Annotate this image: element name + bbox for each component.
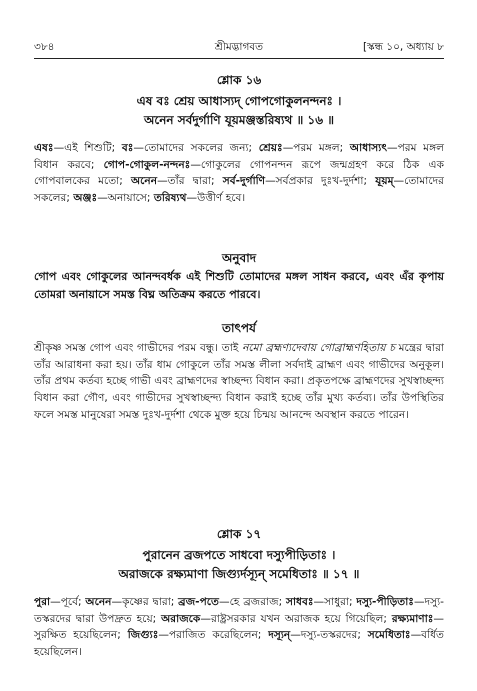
synonym-word: দস্যু-পীড়িতাঃ <box>356 596 414 608</box>
synonym-meaning: —হে ব্রজরাজ; <box>218 596 286 608</box>
purport-text-1: শ্রীকৃষ্ণ সমস্ত গোপ এবং গাভীদের পরম বন্ধু। তাই <box>34 342 243 354</box>
synonym-meaning: —তাঁর দ্বারা; <box>157 175 223 188</box>
synonym-meaning: —পূর্বে; <box>50 596 86 608</box>
synonym-word: অনেন <box>131 175 158 188</box>
verse16-heading: শ্লোক ১৬ <box>216 73 262 87</box>
synonym-meaning: —সর্বপ্রকার দুঃখ-দুর্দশা; <box>265 175 376 188</box>
book-title: শ্রীমদ্ভাগবত <box>214 41 264 53</box>
synonym-word: তরিষ্যথ <box>153 192 187 205</box>
synonym-meaning: —সাধুরা; <box>313 596 357 608</box>
purport-mantra: নমো ব্রহ্মণ্যদেবায় গোব্রাহ্মণহিতায় চ <box>242 342 395 354</box>
verse17-line1: পুরানেন ব্রজপতে সাধবো দস্যুপীড়িতাঃ । <box>142 548 336 562</box>
page-header <box>34 40 444 56</box>
synonym-meaning: —তোমাদের সকলের; <box>34 175 444 205</box>
synonym-meaning: —পরাজিত করেছিলেন; <box>158 629 269 642</box>
synonym-meaning: —পরম মঙ্গল; <box>282 142 350 154</box>
synonym-word: যূয়ম্ <box>375 175 394 188</box>
synonym-word: অনেন <box>85 596 112 608</box>
synonym-meaning: —গোকুলের গোপনন্দন রূপে জন্মগ্রহণ করে ঠিক এক গোপবালকের মতো; <box>34 158 444 188</box>
verse17-synonyms <box>34 594 444 661</box>
synonym-word: সমেধিতাঃ <box>367 629 411 642</box>
synonym-word: সর্ব-দুর্গাণি <box>222 175 266 188</box>
synonym-meaning: —উত্তীর্ণ হবে। <box>186 192 246 205</box>
purport-text-2: মন্ত্রের দ্বারা তাঁর আরাধনা করা হয়। তাঁর ধাম গোকুলে তাঁর সমস্ত লীলা সর্বদাই ব্রাহ্মণ এবং গাভীদের অনুকূল। তাঁর প্রথম কর্তব্য হচ্ছে গাভী এবং ব্রাহ্মণদের স্বাচ্ছন্দ্য বিধান করা। প্রকৃতপক্ষে ব্রাহ্মণদের সুখস্বাচ্ছন্দ্য বিধান করা গৌণ, এবং গাভীদের সুখস্বাচ্ছন্দ্য বিধান করাই হচ্ছে তাঁর মুখ্য কর্তব্য। তাঁর উপস্থিতির ফলে সমস্ত মানুষেরা সমস্ত দুঃখ-দুর্দশা থেকে মুক্ত হয়ে চিন্ময় আনন্দে অবস্থান করতে পারেন। <box>34 342 444 421</box>
page-number: ৩৮৪ <box>34 41 55 53</box>
synonym-meaning: —অনায়াসে; <box>97 192 154 205</box>
synonym-meaning: —এই শিশুটি; <box>53 142 122 154</box>
verse16-synonyms <box>34 140 444 207</box>
synonym-word: অরাজকে <box>161 612 201 625</box>
synonym-meaning: —সুরক্ষিত হয়েছিলেন; <box>34 612 445 642</box>
verse16-purport <box>34 340 444 424</box>
synonym-meaning: —বর্ধিত হয়েছিলেন। <box>34 629 444 659</box>
synonym-meaning: —রাষ্ট্রসরকার যখন অরাজক হয়ে গিয়েছিল; <box>200 612 392 625</box>
synonym-meaning: —কৃষ্ণের দ্বারা; <box>111 596 179 608</box>
synonym-meaning: —দস্যু-তস্করদের দ্বারা উপদ্রুত হয়ে; <box>34 596 444 625</box>
verse17-sanskrit <box>34 546 444 584</box>
synonym-word: রক্ষ্যমাণাঃ <box>391 612 434 625</box>
synonym-meaning: —তোমাদের সকলের জন্য; <box>133 142 259 154</box>
synonym-word: পুরা <box>34 596 51 608</box>
purport-heading: তাৎপর্য <box>222 321 256 335</box>
synonym-word: গোপ-গোকুল-নন্দনঃ <box>103 158 191 171</box>
synonym-word: জিগ্যুঃ <box>127 629 159 642</box>
verse16-line2: অনেন সর্বদুর্গাণি যূয়মঞ্জস্তরিষ্যথ ॥ ১৬ ॥ <box>144 113 334 127</box>
verse16-sanskrit <box>34 92 444 130</box>
synonym-word: এষঃ <box>34 142 54 154</box>
synonym-word: অঞ্জঃ <box>73 192 98 205</box>
synonym-word: আধাস্যৎ <box>349 142 388 154</box>
translation-heading: অনুবাদ <box>221 251 257 265</box>
synonym-word: সাধবঃ <box>285 596 314 608</box>
synonym-meaning: —দস্যু-তস্করদের; <box>290 629 368 642</box>
synonym-word: বঃ <box>121 142 134 154</box>
verse17-line2: অরাজকে রক্ষ্যমাণা জিগ্যুর্দস্যূন্ সমেধিতাঃ ॥ ১৭ ॥ <box>118 567 360 581</box>
header-rule <box>34 58 444 59</box>
synonym-word: ব্রজ-পতে <box>178 596 219 608</box>
synonym-word: শ্রেয়ঃ <box>258 142 283 154</box>
verse16-line1: এষ বঃ শ্রেয় আধাস্যদ্ গোপগোকুলনন্দনঃ । <box>136 94 342 108</box>
synonym-word: দস্যূন্ <box>268 629 291 642</box>
synonym-meaning: —পরম মঙ্গল বিধান করবে; <box>34 142 444 171</box>
chapter-reference: [স্কন্ধ ১০, অধ্যায় ৮ <box>362 41 444 53</box>
verse16-translation: গোপ এবং গোকুলের আনন্দবর্ধক এই শিশুটি তোমাদের মঙ্গল সাধন করবে, এবং এঁর কৃপায় তোমরা অনায়াসে সমস্ত বিঘ্ন অতিক্রম করতে পারবে। <box>34 270 444 301</box>
verse17-heading: শ্লোক ১৭ <box>216 527 262 541</box>
